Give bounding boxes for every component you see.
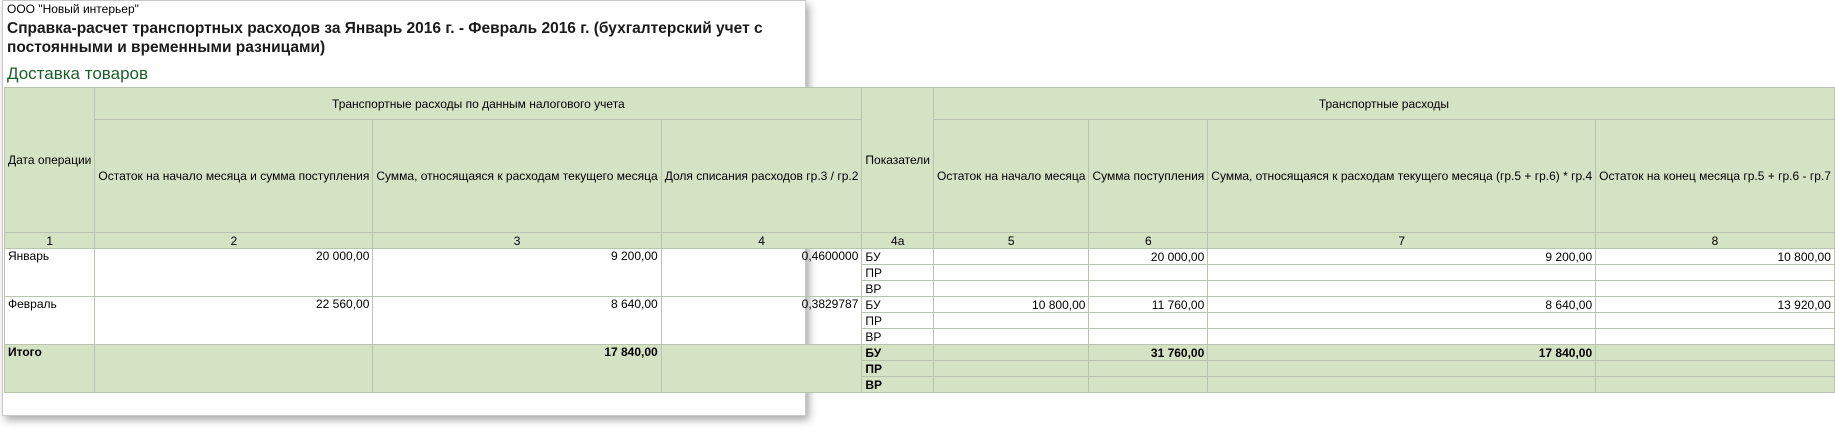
total-indicator: БУ bbox=[862, 345, 934, 361]
indicator-cell: БУ bbox=[862, 297, 934, 313]
cell-col2: 20 000,00 bbox=[95, 249, 373, 297]
cell-col3: 8 640,00 bbox=[373, 297, 661, 345]
cell-col5 bbox=[934, 281, 1089, 297]
total-col7 bbox=[1208, 377, 1596, 393]
indicator-cell: ВР bbox=[862, 329, 934, 345]
cell-col7: 8 640,00 bbox=[1208, 297, 1596, 313]
header-col4: Доля списания расходов гр.3 / гр.2 bbox=[661, 120, 862, 233]
header-col6: Сумма поступления bbox=[1089, 120, 1208, 233]
total-indicator: ПР bbox=[862, 361, 934, 377]
total-col3: 17 840,00 bbox=[373, 345, 661, 393]
cell-col4: 0,4600000 bbox=[661, 249, 862, 297]
organization-name: ООО "Новый интерьер" bbox=[7, 2, 139, 16]
cell-col8 bbox=[1596, 329, 1835, 345]
cell-col4: 0,3829787 bbox=[661, 297, 862, 345]
total-col6: 31 760,00 bbox=[1089, 345, 1208, 361]
col-number: 6 bbox=[1089, 233, 1208, 249]
col-number: 7 bbox=[1208, 233, 1596, 249]
total-col4 bbox=[661, 345, 862, 393]
month-name: Январь bbox=[5, 249, 95, 297]
total-col6 bbox=[1089, 361, 1208, 377]
cell-col5 bbox=[934, 249, 1089, 265]
header-col3: Сумма, относящаяся к расходам текущего месяца bbox=[373, 120, 661, 233]
report-title: Справка-расчет транспортных расходов за Январь 2016 г. - Февраль 2016 г. (бухгалтерский учет с постоянными и временными разницами) bbox=[7, 20, 763, 56]
col-number: 4 bbox=[661, 233, 862, 249]
col-number: 1 bbox=[5, 233, 95, 249]
cell-col7 bbox=[1208, 313, 1596, 329]
total-col7: 17 840,00 bbox=[1208, 345, 1596, 361]
cell-col8: 13 920,00 bbox=[1596, 297, 1835, 313]
cell-col7 bbox=[1208, 265, 1596, 281]
table-row bbox=[5, 297, 1835, 313]
col-number: 4а bbox=[862, 233, 934, 249]
cell-col3: 9 200,00 bbox=[373, 249, 661, 297]
total-col8 bbox=[1596, 361, 1835, 377]
total-col5 bbox=[934, 361, 1089, 377]
cell-col6 bbox=[1089, 281, 1208, 297]
total-row bbox=[5, 345, 1835, 361]
indicator-cell: ПР bbox=[862, 313, 934, 329]
cell-col6 bbox=[1089, 265, 1208, 281]
header-col2: Остаток на начало месяца и сумма поступления bbox=[95, 120, 373, 233]
header-tax-group: Транспортные расходы по данным налогового учета bbox=[95, 88, 862, 120]
header-col7: Сумма, относящаяся к расходам текущего месяца (гр.5 + гр.6) * гр.4 bbox=[1208, 120, 1596, 233]
cell-col6: 20 000,00 bbox=[1089, 249, 1208, 265]
cell-col7 bbox=[1208, 329, 1596, 345]
indicator-cell: ПР bbox=[862, 265, 934, 281]
col-number: 5 bbox=[934, 233, 1089, 249]
col-number: 2 bbox=[95, 233, 373, 249]
cell-col5 bbox=[934, 329, 1089, 345]
cell-col7: 9 200,00 bbox=[1208, 249, 1596, 265]
indicator-cell: БУ bbox=[862, 249, 934, 265]
header-col8: Остаток на конец месяца гр.5 + гр.6 - гр.7 bbox=[1596, 120, 1835, 233]
cell-col5: 10 800,00 bbox=[934, 297, 1089, 313]
total-label: Итого bbox=[5, 345, 95, 393]
cell-col5 bbox=[934, 265, 1089, 281]
cell-col8 bbox=[1596, 281, 1835, 297]
col-number: 8 bbox=[1596, 233, 1835, 249]
total-col6 bbox=[1089, 377, 1208, 393]
total-col8 bbox=[1596, 345, 1835, 361]
cell-col2: 22 560,00 bbox=[95, 297, 373, 345]
report-frame bbox=[2, 0, 1831, 416]
total-col8 bbox=[1596, 377, 1835, 393]
total-indicator: ВР bbox=[862, 377, 934, 393]
month-name: Февраль bbox=[5, 297, 95, 345]
table-row bbox=[5, 249, 1835, 265]
indicator-cell: ВР bbox=[862, 281, 934, 297]
total-col5 bbox=[934, 377, 1089, 393]
total-col7 bbox=[1208, 361, 1596, 377]
cell-col5 bbox=[934, 313, 1089, 329]
total-col2 bbox=[95, 345, 373, 393]
header-indicators: Показатели bbox=[862, 88, 934, 233]
header-col5: Остаток на начало месяца bbox=[934, 120, 1089, 233]
cell-col6 bbox=[1089, 329, 1208, 345]
section-title: Доставка товаров bbox=[7, 64, 149, 83]
transport-costs-table bbox=[4, 87, 1835, 393]
cell-col7 bbox=[1208, 281, 1596, 297]
total-col5 bbox=[934, 345, 1089, 361]
cell-col6 bbox=[1089, 313, 1208, 329]
header-date: Дата операции bbox=[5, 88, 95, 233]
cell-col8 bbox=[1596, 265, 1835, 281]
cell-col6: 11 760,00 bbox=[1089, 297, 1208, 313]
cell-col8: 10 800,00 bbox=[1596, 249, 1835, 265]
header-transport-group: Транспортные расходы bbox=[934, 88, 1835, 120]
col-number: 3 bbox=[373, 233, 661, 249]
cell-col8 bbox=[1596, 313, 1835, 329]
